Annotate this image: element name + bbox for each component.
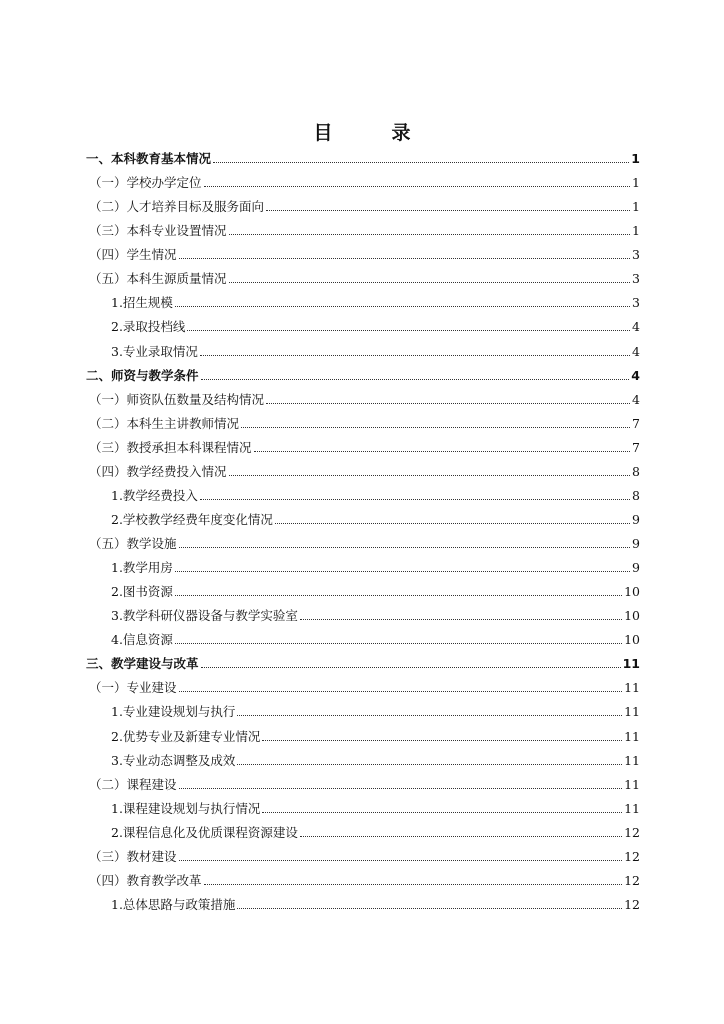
toc-page-number: 8 xyxy=(632,487,640,503)
toc-entry-label: （四）学生情况 xyxy=(89,247,177,263)
toc-chapter-entry[interactable] xyxy=(86,147,640,171)
toc-dot-leader xyxy=(175,595,622,596)
toc-dot-leader xyxy=(175,643,622,644)
toc-page-number: 7 xyxy=(632,415,640,431)
toc-dot-leader xyxy=(200,499,630,500)
toc-section-entry[interactable] xyxy=(86,460,640,484)
toc-page-number: 3 xyxy=(632,271,640,287)
toc-entry-label: 4.信息资源 xyxy=(111,632,173,648)
toc-page-number: 12 xyxy=(624,848,640,864)
toc-page-number: 12 xyxy=(624,872,640,888)
toc-entry-label: 2.课程信息化及优质课程资源建设 xyxy=(111,824,298,840)
toc-entry-label: （三）教材建设 xyxy=(89,848,177,864)
toc-page-number: 11 xyxy=(624,800,640,816)
toc-entry-label: 三、教学建设与改革 xyxy=(86,656,199,672)
toc-section-entry[interactable] xyxy=(86,243,640,267)
page-title: 目 录 xyxy=(313,122,431,144)
toc-section-entry[interactable] xyxy=(86,219,640,243)
toc-section-entry[interactable] xyxy=(86,436,640,460)
toc-dot-leader xyxy=(200,355,630,356)
toc-subsection-entry[interactable] xyxy=(86,604,640,628)
toc-dot-leader xyxy=(300,836,622,837)
toc-entry-label: 1.招生规模 xyxy=(111,295,173,311)
toc-entry-label: 1.总体思路与政策措施 xyxy=(111,896,236,912)
toc-entry-label: 1.专业建设规划与执行 xyxy=(111,704,236,720)
toc-entry-label: 一、本科教育基本情况 xyxy=(86,151,212,166)
toc-subsection-entry[interactable] xyxy=(86,749,640,773)
toc-page-number: 11 xyxy=(624,680,640,696)
toc-dot-leader xyxy=(175,306,630,307)
toc-dot-leader xyxy=(241,427,630,428)
toc-dot-leader xyxy=(204,186,630,187)
toc-entry-label: 1.教学经费投入 xyxy=(111,487,198,503)
toc-chapter-entry[interactable] xyxy=(86,652,640,676)
toc-entry-label: 2.录取投档线 xyxy=(111,319,186,335)
toc-subsection-entry[interactable] xyxy=(86,291,640,315)
toc-dot-leader xyxy=(266,403,630,404)
toc-entry-label: （二）课程建设 xyxy=(89,776,177,792)
toc-page-number: 3 xyxy=(632,247,640,263)
toc-dot-leader xyxy=(262,812,622,813)
toc-section-entry[interactable] xyxy=(86,388,640,412)
toc-section-entry[interactable] xyxy=(86,845,640,869)
toc-dot-leader xyxy=(179,860,623,861)
toc-dot-leader xyxy=(179,258,630,259)
toc-subsection-entry[interactable] xyxy=(86,508,640,532)
toc-dot-leader xyxy=(179,788,623,789)
toc-page-number: 3 xyxy=(632,295,640,311)
toc-section-entry[interactable] xyxy=(86,412,640,436)
toc-entry-label: （三）教授承担本科课程情况 xyxy=(89,439,252,455)
toc-section-entry[interactable] xyxy=(86,869,640,893)
toc-dot-leader xyxy=(237,764,622,765)
toc-page-number: 1 xyxy=(631,151,640,166)
toc-page-number: 11 xyxy=(622,656,640,672)
toc-page-number: 8 xyxy=(632,463,640,479)
toc-subsection-entry[interactable] xyxy=(86,725,640,749)
toc-entry-label: 3.专业录取情况 xyxy=(111,343,198,359)
toc-dot-leader xyxy=(187,330,630,331)
toc-dot-leader xyxy=(262,740,622,741)
toc-page-number: 11 xyxy=(624,704,640,720)
toc-subsection-entry[interactable] xyxy=(86,893,640,917)
toc-chapter-entry[interactable] xyxy=(86,364,640,388)
toc-page-number: 11 xyxy=(624,776,640,792)
toc-dot-leader xyxy=(254,451,630,452)
toc-section-entry[interactable] xyxy=(86,195,640,219)
toc-entry-label: （四）教育教学改革 xyxy=(89,872,202,888)
toc-page-number: 11 xyxy=(624,752,640,768)
toc-page-number: 4 xyxy=(631,367,640,383)
toc-page-number: 9 xyxy=(632,536,640,551)
toc-section-entry[interactable] xyxy=(86,532,640,556)
toc-subsection-entry[interactable] xyxy=(86,628,640,652)
toc-entry-label: （五）本科生源质量情况 xyxy=(89,271,227,287)
toc-subsection-entry[interactable] xyxy=(86,315,640,339)
toc-section-entry[interactable] xyxy=(86,773,640,797)
toc-entry-label: （一）学校办学定位 xyxy=(89,175,202,191)
toc-entry-label: （四）教学经费投入情况 xyxy=(89,463,227,479)
toc-subsection-entry[interactable] xyxy=(86,797,640,821)
toc-section-entry[interactable] xyxy=(86,676,640,700)
toc-entry-label: 2.图书资源 xyxy=(111,584,173,600)
toc-entry-label: 2.学校教学经费年度变化情况 xyxy=(111,511,273,527)
toc-page-number: 1 xyxy=(632,175,640,191)
toc-entry-label: 2.优势专业及新建专业情况 xyxy=(111,728,261,744)
toc-dot-leader xyxy=(213,162,629,163)
toc-dot-leader xyxy=(266,210,630,211)
toc-dot-leader xyxy=(179,547,630,548)
toc-dot-leader xyxy=(229,475,630,476)
toc-dot-leader xyxy=(204,884,623,885)
toc-page-number: 12 xyxy=(624,824,640,840)
toc-subsection-entry[interactable] xyxy=(86,700,640,724)
toc-subsection-entry[interactable] xyxy=(86,580,640,604)
toc-entry-label: （三）本科专业设置情况 xyxy=(89,223,227,239)
toc-subsection-entry[interactable] xyxy=(86,484,640,508)
toc-entry-label: （一）专业建设 xyxy=(89,680,177,696)
toc-entry-label: （一）师资队伍数量及结构情况 xyxy=(89,391,265,407)
toc-entry-label: 1.课程建设规划与执行情况 xyxy=(111,800,261,816)
toc-entry-label: （二）本科生主讲教师情况 xyxy=(89,415,240,431)
toc-page-number: 10 xyxy=(624,608,640,624)
toc-dot-leader xyxy=(237,715,622,716)
toc-page-number: 9 xyxy=(632,560,640,576)
toc-page-number: 7 xyxy=(632,439,640,455)
toc-dot-leader xyxy=(237,908,622,909)
toc-page-number: 9 xyxy=(632,511,640,527)
toc-entry-label: 1.教学用房 xyxy=(111,560,173,576)
toc-dot-leader xyxy=(175,571,630,572)
toc-subsection-entry[interactable] xyxy=(86,556,640,580)
toc-entry-label: （二）人才培养目标及服务面向 xyxy=(89,199,265,215)
toc-dot-leader xyxy=(229,234,630,235)
toc-dot-leader xyxy=(300,619,622,620)
toc-dot-leader xyxy=(229,282,630,283)
toc-subsection-entry[interactable] xyxy=(86,340,640,364)
toc-page-number: 1 xyxy=(632,223,640,239)
toc-dot-leader xyxy=(201,667,621,668)
toc-page-number: 1 xyxy=(632,199,640,215)
toc-page-number: 4 xyxy=(632,343,640,359)
toc-entry-label: 3.教学科研仪器设备与教学实验室 xyxy=(111,608,298,624)
toc-page-number: 4 xyxy=(632,319,640,335)
toc-dot-leader xyxy=(201,379,630,380)
toc-subsection-entry[interactable] xyxy=(86,821,640,845)
toc-section-entry[interactable] xyxy=(86,267,640,291)
toc-entry-label: 3.专业动态调整及成效 xyxy=(111,752,236,768)
toc-dot-leader xyxy=(275,523,630,524)
toc-page-number: 12 xyxy=(624,896,640,912)
toc-entry-label: 二、师资与教学条件 xyxy=(86,367,199,383)
toc-entry-label: （五）教学设施 xyxy=(89,536,177,551)
table-of-contents xyxy=(86,147,640,917)
toc-dot-leader xyxy=(179,691,623,692)
toc-page-number: 10 xyxy=(624,584,640,600)
toc-section-entry[interactable] xyxy=(86,171,640,195)
toc-page-number: 10 xyxy=(624,632,640,648)
toc-page-number: 4 xyxy=(632,391,640,407)
toc-page-number: 11 xyxy=(624,728,640,744)
